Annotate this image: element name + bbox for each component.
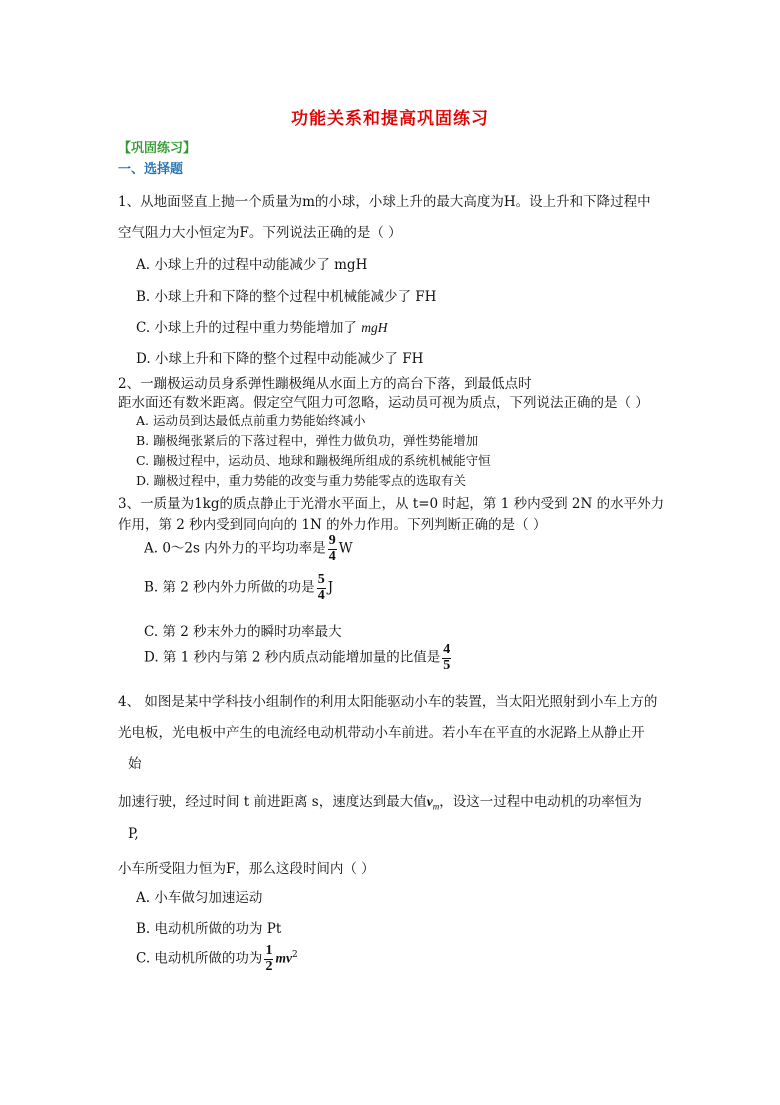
q1-option-c-text: C. 小球上升的过程中重力势能增加了 <box>136 320 362 336</box>
q3-option-a-text: A. 0～2s 内外力的平均功率是 <box>144 540 326 557</box>
q4-stem-line2: 光电板，光电板中产生的电流经电动机带动小车前进。若小车在平直的水泥路上从静止开 <box>118 725 645 741</box>
page-title: 功能关系和提高巩固练习 <box>291 109 489 129</box>
q2-option-c: C. 蹦极过程中，运动员、地球和蹦极绳所组成的系统机械能守恒 <box>136 453 491 468</box>
q4-option-c-text: C. 电动机所做的功为 <box>136 950 263 967</box>
q3-option-b-unit: J <box>327 579 334 596</box>
q3-option-d-text: D. 第 1 秒内与第 2 秒内质点动能增加量的比值是 <box>144 649 441 666</box>
q3-option-a-unit: W <box>338 540 353 557</box>
q1-option-c <box>136 316 387 336</box>
q2-option-a: A. 运动员到达最低点前重力势能始终减小 <box>136 413 366 428</box>
q3-option-a-denominator: 4 <box>328 548 336 564</box>
q3-option-b-fraction <box>317 573 326 603</box>
section-tag: 【巩固练习】 <box>118 141 197 156</box>
q4-option-c-denominator: 2 <box>265 958 273 974</box>
section-heading: 一、选择题 <box>118 162 184 177</box>
q3-option-d-denominator: 5 <box>443 657 451 673</box>
q3-option-a-fraction <box>328 534 337 564</box>
q4-stem-line5: P, <box>128 826 139 842</box>
q2-option-b: B. 蹦极绳张紧后的下落过程中，弹性力做负功，弹性势能增加 <box>136 433 479 448</box>
q3-stem-line2: 作用，第 2 秒内受到同向向的 1N 的外力作用。下列判断正确的是（ ） <box>118 517 547 533</box>
q4-stem-line4-rest: ，设这一过程中电动机的功率恒为 <box>439 794 642 810</box>
q4-stem-line6: 小车所受阻力恒为F，那么这段时间内（ ） <box>118 861 375 877</box>
q4-option-a: A. 小车做匀加速运动 <box>136 890 263 906</box>
q3-option-b-numerator: 5 <box>317 572 325 587</box>
q1-option-d: D. 小球上升和下降的整个过程中动能减少了 FH <box>136 351 424 367</box>
q3-option-b <box>144 573 333 603</box>
q2-stem-line1: 2、一蹦极运动员身系弹性蹦极绳从水面上方的高台下落，到最低点时 <box>118 376 532 392</box>
q3-option-d-fraction <box>442 643 451 673</box>
q4-stem-line4-text: 加速行驶，经过时间 t 前进距离 s，速度达到最大值 <box>118 794 427 810</box>
q4-stem-line4 <box>118 790 642 812</box>
q4-option-c <box>136 944 298 974</box>
q2-stem-line2: 距水面还有数米距离。假定空气阻力可忽略，运动员可视为质点，下列说法正确的是（ ） <box>118 395 649 411</box>
q3-option-a <box>144 534 353 564</box>
q4-option-b: B. 电动机所做的功为 Pt <box>136 921 282 937</box>
q4-option-c-formula: mv <box>275 950 292 966</box>
q4-velocity-symbol: v <box>426 794 433 809</box>
q3-option-b-text: B. 第 2 秒内外力所做的功是 <box>144 579 315 596</box>
q3-option-a-numerator: 9 <box>328 533 336 548</box>
q3-option-c: C. 第 2 秒末外力的瞬时功率最大 <box>144 624 342 640</box>
q3-option-b-denominator: 4 <box>317 587 325 603</box>
q1-stem-line1: 1、从地面竖直上抛一个质量为m的小球，小球上升的最大高度为H。设上升和下降过程中 <box>118 194 651 210</box>
q3-stem-line1: 3、一质量为1kg的质点静止于光滑水平面上，从 t=0 时起，第 1 秒内受到 2N 的水平外力 <box>118 496 665 512</box>
q4-stem-line1: 4、 如图是某中学科技小组制作的利用太阳能驱动小车的装置，当太阳光照射到小车上方的 <box>118 694 658 710</box>
q4-stem-line3: 始 <box>128 756 142 772</box>
q4-velocity-subscript: m <box>432 801 440 812</box>
q4-option-c-fraction <box>264 944 273 974</box>
q1-option-b: B. 小球上升和下降的整个过程中机械能减少了 FH <box>136 289 437 305</box>
q3-option-d-numerator: 4 <box>443 642 451 657</box>
q4-option-c-exponent: 2 <box>291 950 298 961</box>
q2-option-d: D. 蹦极过程中，重力势能的改变与重力势能零点的选取有关 <box>136 473 467 488</box>
q3-option-d <box>144 643 453 673</box>
q1-option-c-formula: mgH <box>361 320 388 335</box>
q1-option-a: A. 小球上升的过程中动能减少了 mgH <box>136 257 368 273</box>
q1-stem-line2: 空气阻力大小恒定为F。下列说法正确的是（ ） <box>118 225 402 241</box>
q4-option-c-numerator: 1 <box>265 943 273 958</box>
